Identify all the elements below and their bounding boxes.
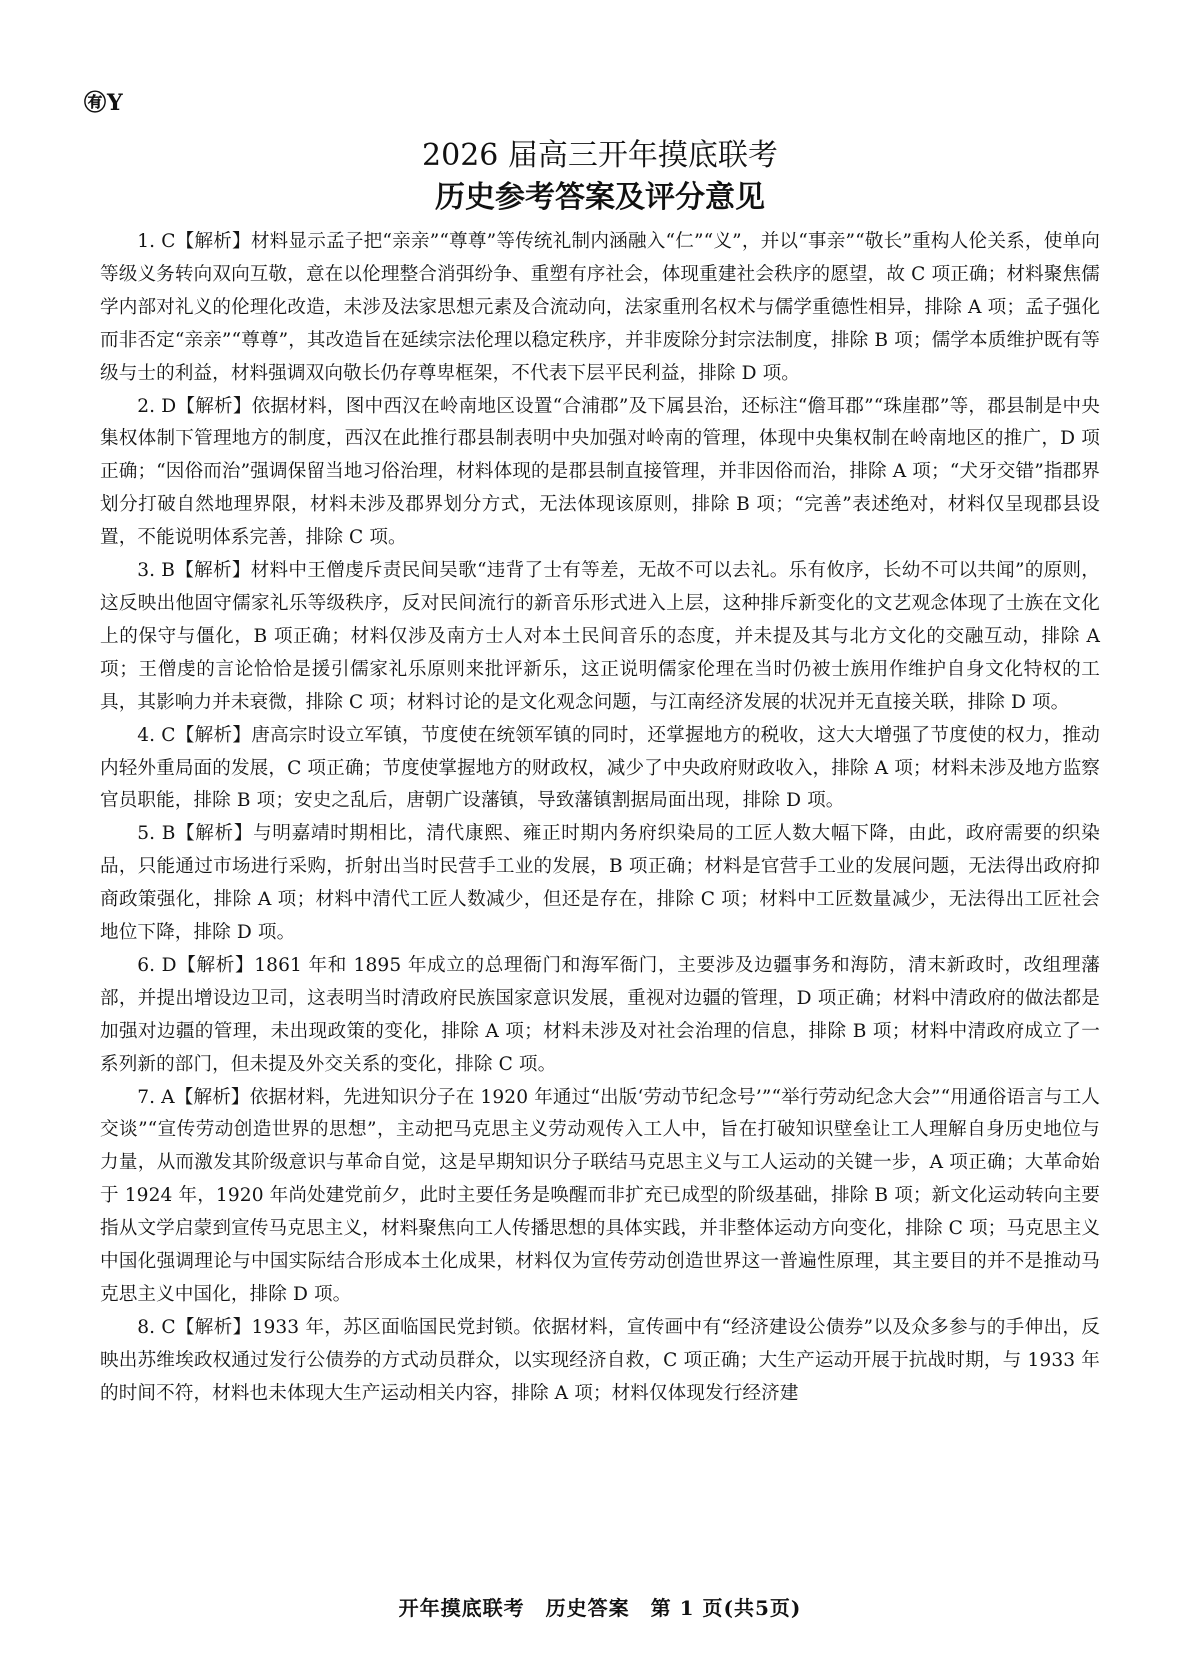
answers-list bbox=[100, 226, 1100, 1411]
document-subtitle: 历史参考答案及评分意见 bbox=[435, 180, 765, 215]
answer-item: 6. D【解析】1861 年和 1895 年成立的总理衙门和海军衙门，主要涉及边疆事务和海防，清末新政时，改组理藩部，并提出增设边卫司，这表明当时清政府民族国家意识发展，重视对边疆的管理，D 项正确；材料中清政府的做法都是加强对边疆的管理，未出现政策的变化，排除 A 项；材料未涉及对社会治理的信息，排除 B 项；材料中清政府成立了一系列新的部门，但未提及外交关系的变化，排除 C 项。 bbox=[100, 954, 1100, 1075]
page-footer: 开年摸底联考 历史答案 第 1 页(共5页) bbox=[398, 1596, 802, 1620]
answer-item: 3. B【解析】材料中王僧虔斥责民间吴歌“违背了士有等差，无故不可以去礼。乐有攸序，长幼不可以共闻”的原则，这反映出他固守儒家礼乐等级秩序，反对民间流行的新音乐形式进入上层，这种排斥新变化的文艺观念体现了士族在文化上的保守与僵化，B 项正确；材料仅涉及南方士人对本土民间音乐的态度，并未提及其与北方文化的交融互动，排除 A 项；王僧虔的言论恰恰是援引儒家礼乐原则来批评新乐，这正说明儒家伦理在当时仍被士族用作维护自身文化特权的工具，其影响力并未衰微，排除 C 项；材料讨论的是文化观念问题，与江南经济发展的状况并无直接关联，排除 D 项。 bbox=[100, 560, 1100, 713]
exam-title: 2026 届高三开年摸底联考 bbox=[422, 138, 778, 173]
answer-item: 5. B【解析】与明嘉靖时期相比，清代康熙、雍正时期内务府织染局的工匠人数大幅下降，由此，政府需要的织染品，只能通过市场进行采购，折射出当时民营手工业的发展，B 项正确；材料是官营手工业的发展问题，无法得出政府抑商政策强化，排除 A 项；材料中清代工匠人数减少，但还是存在，排除 C 项；材料中工匠数量减少，无法得出工匠社会地位下降，排除 D 项。 bbox=[100, 823, 1100, 944]
answer-item: 1. C【解析】材料显示孟子把“亲亲”“尊尊”等传统礼制内涵融入“仁”“义”，并以“事亲”“敬长”重构人伦关系，使单向等级义务转向双向互敬，意在以伦理整合消弭纷争、重塑有序社会，体现重建社会秩序的愿望，故 C 项正确；材料聚焦儒学内部对礼义的伦理化改造，未涉及法家思想元素及合流动向，法家重刑名权术与儒学重德性相异，排除 A 项；孟子强化而非否定“亲亲”“尊尊”，其改造旨在延续宗法伦理以稳定秩序，并非废除分封宗法制度，排除 B 项；儒学本质维护既有等级与士的利益，材料强调双向敬长仍存尊卑框架，不代表下层平民利益，排除 D 项。 bbox=[100, 231, 1100, 384]
answer-item: 8. C【解析】1933 年，苏区面临国民党封锁。依据材料，宣传画中有“经济建设公债券”以及众多参与的手伸出，反映出苏维埃政权通过发行公债券的方式动员群众，以实现经济自救，C 项正确；大生产运动开展于抗战时期，与 1933 年的时间不符，材料也未体现大生产运动相关内容，排除 A 项；材料仅体现发行经济建 bbox=[100, 1316, 1100, 1404]
answer-item: 7. A【解析】依据材料，先进知识分子在 1920 年通过“出版‘劳动节纪念号’”“举行劳动纪念大会”“用通俗语言与工人交谈”“宣传劳动创造世界的思想”，主动把马克思主义劳动观传入工人中，旨在打破知识壁垒让工人理解自身历史地位与力量，从而激发其阶级意识与革命自觉，这是早期知识分子联结马克思主义与工人运动的关键一步，A 项正确；大革命始于 1924 年，1920 年尚处建党前夕，此时主要任务是唤醒而非扩充已成型的阶级基础，排除 B 项；新文化运动转向主要指从文学启蒙到宣传马克思主义，材料聚焦向工人传播思想的具体实践，并非整体运动方向变化，排除 C 项；马克思主义中国化强调理论与中国实际结合形成本土化成果，材料仅为宣传劳动创造世界这一普遍性原理，其主要目的并不是推动马克思主义中国化，排除 D 项。 bbox=[100, 1086, 1100, 1305]
answer-item: 2. D【解析】依据材料，图中西汉在岭南地区设置“合浦郡”及下属县治，还标注“儋耳郡”“珠崖郡”等，郡县制是中央集权体制下管理地方的制度，西汉在此推行郡县制表明中央加强对岭南的管理，体现中央集权制在岭南地区的推广，D 项正确；“因俗而治”强调保留当地习俗治理，材料体现的是郡县制直接管理，并非因俗而治，排除 A 项；“犬牙交错”指郡界划分打破自然地理界限，材料未涉及郡界划分方式，无法体现该原则，排除 B 项；“完善”表述绝对，材料仅呈现郡县设置，不能说明体系完善，排除 C 项。 bbox=[100, 395, 1100, 549]
corner-mark: ㊒Y bbox=[84, 90, 124, 116]
answer-item: 4. C【解析】唐高宗时设立军镇，节度使在统领军镇的同时，还掌握地方的税收，这大大增强了节度使的权力，推动内轻外重局面的发展，C 项正确；节度使掌握地方的财政权，减少了中央政府财政收入，排除 A 项；材料未涉及地方监察官员职能，排除 B 项；安史之乱后，唐朝广设藩镇，导致藩镇割据局面出现，排除 D 项。 bbox=[100, 724, 1100, 812]
